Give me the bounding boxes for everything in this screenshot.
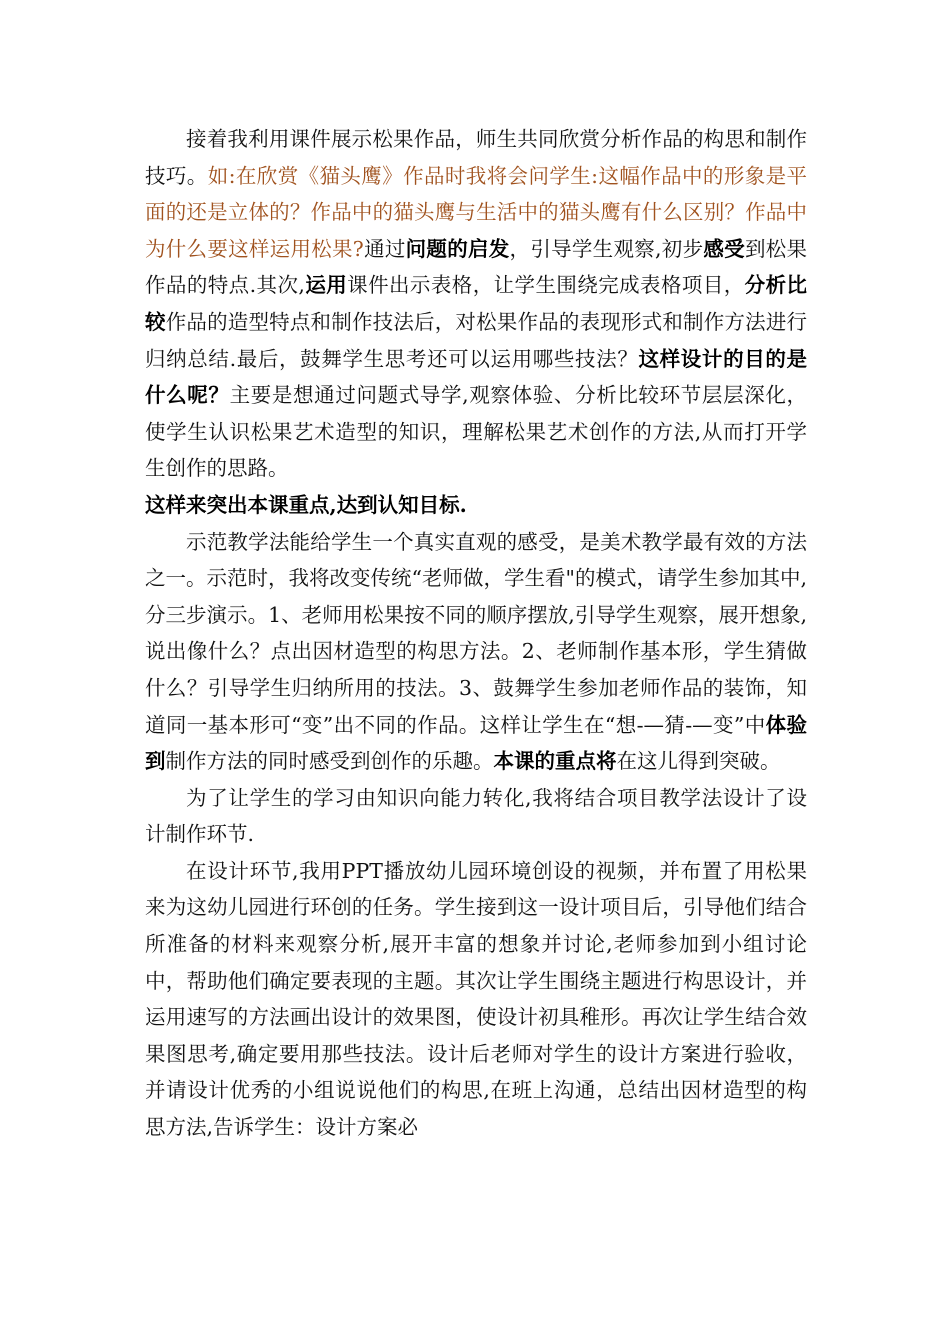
p1-text-4: 到松果作品的特点.其次, — [145, 236, 807, 298]
paragraph-5: 在设计环节,我用PPT播放幼儿园环境创设的视频，并布置了用松果来为这幼儿园进行环创的任务。学生接到这一设计项目后，引导他们结合所准备的材料来观察分析,展开丰富的想象并讨论,老师参加到小组讨论中，帮助他们确定要表现的主题。其次让学生围绕主题进行构思设计，并运用速写的方法画出设计的效果图，使设计初具稚形。再次让学生结合效果图思考,确定要用那些技法。设计后老师对学生的设计方案进行验收，并请设计优秀的小组说说他们的构思,在班上沟通，总结出因材造型的构思方法,告诉学生：设计方案必 — [145, 858, 807, 1140]
p3-bold-2: 本课的重点将 — [493, 749, 617, 774]
p3-text-2: 制作方法的同时感受到创作的乐趣。 — [165, 749, 494, 774]
p1-text-6: 作品的造型特点和制作技法后，对松果作品的表现形式和制作方法进行归纳总结.最后，鼓舞学生思考还可以运用哪些技法？ — [145, 309, 808, 371]
p1-bold-4: 分析比较 — [145, 273, 808, 334]
p1-text-1: 接着我利用课件展示松果作品，师生共同欣赏分析作品的构思和制作技巧。 — [145, 127, 807, 188]
p1-bold-1: 问题的启发 — [405, 236, 510, 261]
paragraph-2-summary: 这样来突出本课重点,达到认知目标. — [145, 492, 467, 517]
p1-bold-5: 这样设计的目的是什么呢？ — [145, 346, 808, 408]
p3-text-3: 在这儿得到突破。 — [616, 749, 781, 774]
paragraph-3 — [145, 524, 807, 780]
p1-text-3: ，引导学生观察,初步 — [509, 236, 704, 261]
p3-bold-1: 体验到 — [145, 712, 808, 774]
document-body — [145, 121, 807, 1146]
p1-text-5: 课件出示表格，让学生围绕完成表格项目， — [347, 273, 745, 298]
p1-text-2: 通过 — [363, 236, 406, 261]
paragraph-1 — [145, 121, 807, 487]
p1-text-7: 主要是想通过问题式导学,观察体验、分析比较环节层层深化，使学生认识松果艺术造型的知识，理解松果艺术创作的方法,从而打开学生创作的思路。 — [145, 383, 808, 481]
p1-example-question: 如:在欣赏《猫头鹰》作品时我将会问学生:这幅作品中的形象是平面的还是立体的？作品中的猫头鹰与生活中的猫头鹰有什么区别？作品中为什么要这样运用松果? — [145, 163, 808, 261]
p1-bold-2: 感受 — [703, 236, 745, 261]
paragraph-4: 为了让学生的学习由知识向能力转化,我将结合项目教学法设计了设计制作环节. — [145, 785, 807, 847]
p1-bold-3: 运用 — [304, 273, 348, 298]
p3-text-1: 示范教学法能给学生一个真实直观的感受，是美术教学最有效的方法之一。示范时，我将改变传统“老师做，学生看"的模式，请学生参加其中,分三步演示。1、老师用松果按不同的顺序摆放,引导学生观察，展开想象,说出像什么？点出因材造型的构思方法。2、老师制作基本形，学生猜做什么？引导学生归纳所用的技法。3、鼓舞学生参加老师作品的装饰，知道同一基本形可“变”出不同的作品。这样让学生在“想-—猜-—变”中 — [145, 529, 807, 737]
